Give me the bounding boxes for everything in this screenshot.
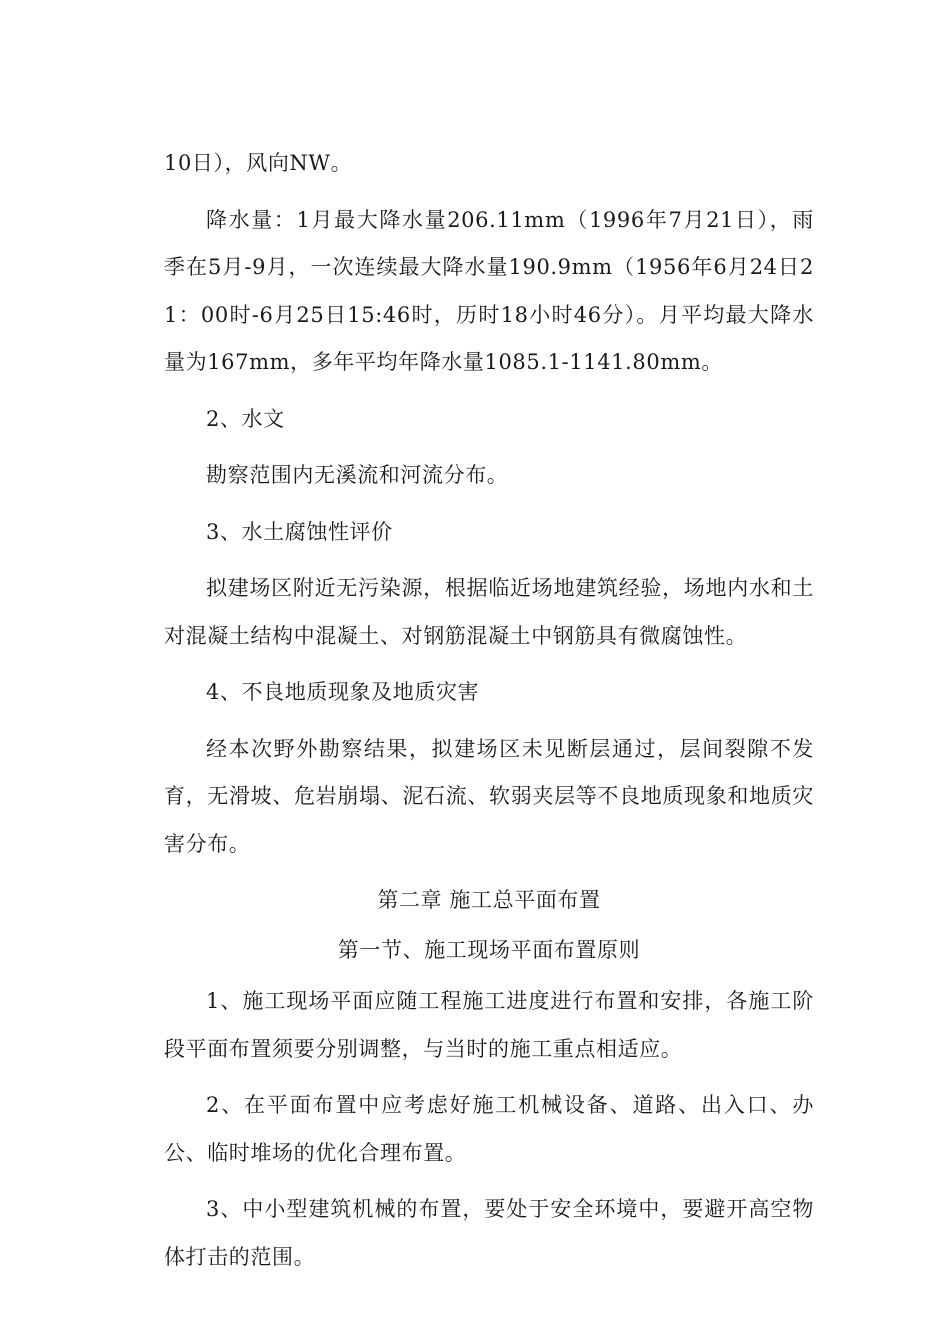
principle-item: 1、施工现场平面应随工程施工进度进行布置和安排，各施工阶段平面布置须要分别调整，与当时的施工重点相适应。 <box>164 989 814 1061</box>
section-title: 第一节、施工现场平面布置原则 <box>337 937 641 962</box>
heading-geohazard: 4、不良地质现象及地质灾害 <box>206 680 480 704</box>
paragraph-geohazard: 经本次野外勘察结果，拟建场区未见断层通过，层间裂隙不发育，无滑坡、危岩崩塌、泥石流、软弱夹层等不良地质现象和地质灾害分布。 <box>164 736 814 856</box>
paragraph-corrosion: 拟建场区附近无污染源，根据临近场地建筑经验，场地内水和土对混凝土结构中混凝土、对钢筋混凝土中钢筋具有微腐蚀性。 <box>164 576 814 648</box>
heading-hydrology: 2、水文 <box>206 406 285 431</box>
paragraph-wind-continuation: 10日），风向NW。 <box>164 151 353 175</box>
chapter-title: 第二章 施工总平面布置 <box>377 888 601 912</box>
document-page <box>164 140 814 1290</box>
paragraph-precipitation: 降水量：1月最大降水量206.11mm（1996年7月21日），雨季在5月-9月，一次连续最大降水量190.9mm（1956年6月24日21：00时-6月25日15:46时，历时18小时46分）。月平均最大降水量为167mm，多年平均年降水量1085.1-1141.80mm。 <box>164 207 814 374</box>
principle-item: 2、在平面布置中应考虑好施工机械设备、道路、出入口、办公、临时堆场的优化合理布置。 <box>164 1093 814 1165</box>
heading-corrosion: 3、水土腐蚀性评价 <box>206 519 393 544</box>
paragraph-hydrology: 勘察范围内无溪流和河流分布。 <box>206 463 509 487</box>
principle-item: 3、中小型建筑机械的布置，要处于安全环境中，要避开高空物体打击的范围。 <box>164 1197 814 1269</box>
